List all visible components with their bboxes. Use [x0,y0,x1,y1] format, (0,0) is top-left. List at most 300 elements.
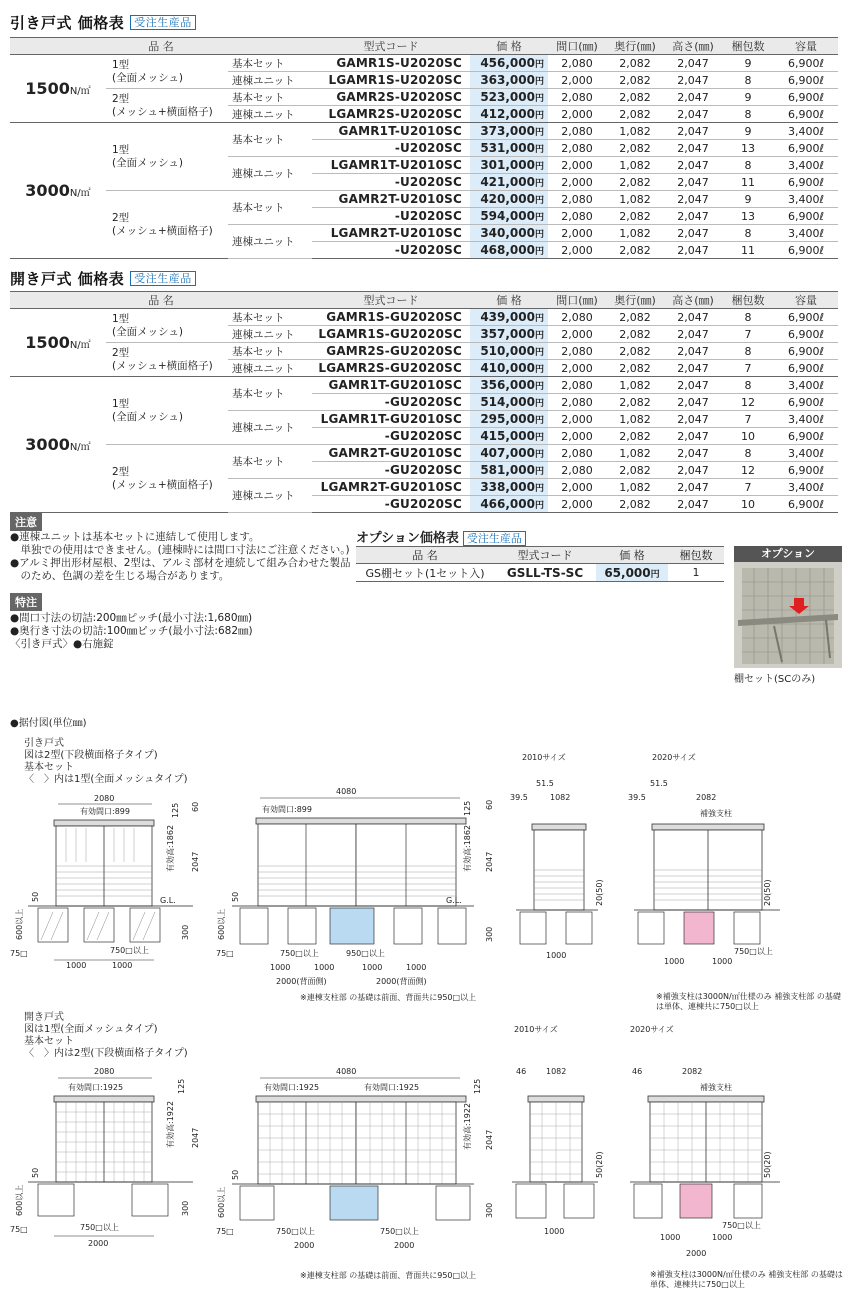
model-code: -GU2020SC [312,428,470,445]
dim-125: 125 [463,800,472,816]
depth-mm: 1,082 [606,445,664,462]
dim-600: 600以上 [217,908,226,940]
caution-text: ●連棟ユニットは基本セットに連結して使用します。 単独での使用はできません。(連棟時には間口寸法にご注意ください。) ●アルミ押出形材屋根、2型は、アルミ部材を連続して組み合わせた製品 のため、色調の差を生じる場合があります。 [10,531,351,582]
table-row [10,89,838,106]
capacity: 3,400ℓ [774,445,838,462]
column-header: 価 格 [470,38,548,55]
height-mm: 2,047 [664,377,722,394]
sliding-2020-side-drawing [620,776,820,966]
width-mm: 2,080 [548,462,606,479]
dim-brace: 補強支柱 [700,1083,732,1092]
capacity: 3,400ℓ [774,479,838,496]
product-type: 1型 (全面メッシュ) [106,55,228,89]
option-price-table: 品 名 型式コード 価 格 梱包数 GS棚セット(1セット入) GSLL-TS-SC 65,000円 1 [356,546,724,582]
depth-mm: 1,082 [606,225,664,242]
price: 301,000円 [470,157,548,174]
depth-mm: 2,082 [606,140,664,157]
pack-count: 12 [722,462,774,479]
pack-count: 9 [722,55,774,72]
model-code: LGAMR1S-U2020SC [312,72,470,89]
depth-mm: 2,082 [606,208,664,225]
pack-count: 7 [722,360,774,377]
dim-125: 125 [171,802,180,818]
model-code: LGAMR1T-U2010SC [312,157,470,174]
column-header: 奥行(㎜) [606,292,664,309]
capacity: 6,900ℓ [774,55,838,72]
pack-count: 8 [722,225,774,242]
dim-300: 300 [485,1202,494,1218]
load-capacity: 3000N/㎡ [10,377,106,513]
dim-750: 750□以上 [380,1227,419,1236]
hinged-price-table [10,291,838,513]
price: 373,000円 [470,123,548,140]
dim-600: 600以上 [217,1186,226,1218]
load-capacity: 1500N/㎡ [10,309,106,377]
foot-note-950: ※連棟支柱部 の基礎は前面、背面共に950□以上 [300,993,477,1002]
height-mm: 2,047 [664,242,722,259]
pack-count: 8 [722,309,774,326]
depth-mm: 1,082 [606,479,664,496]
capacity: 6,900ℓ [774,462,838,479]
dim-600: 600以上 [15,908,24,940]
dim-2080: 2080 [94,1067,115,1076]
price: 510,000円 [470,343,548,360]
price: 340,000円 [470,225,548,242]
pack-count: 10 [722,428,774,445]
special-order-label: 特注 [10,593,42,611]
capacity: 3,400ℓ [774,157,838,174]
set-type: 連棟ユニット [228,479,312,513]
price: 456,000円 [470,55,548,72]
model-code: -GU2020SC [312,496,470,513]
dim-2080: 2080 [94,794,115,803]
price: 468,000円 [470,242,548,259]
product-type: 2型 (メッシュ+横面格子) [106,445,228,513]
height-mm: 2,047 [664,428,722,445]
model-code: GAMR2S-U2020SC [312,89,470,106]
width-mm: 2,000 [548,496,606,513]
height-mm: 2,047 [664,89,722,106]
set-type: 連棟ユニット [228,326,312,343]
pack-count: 8 [722,106,774,123]
option-caption: 棚セット(SCのみ) [734,674,816,685]
height-mm: 2,047 [664,445,722,462]
table-row [10,123,838,140]
pack-count: 8 [722,157,774,174]
dim-300: 300 [485,926,494,942]
column-header: 型式コード [312,292,470,309]
price: 523,000円 [470,89,548,106]
set-type: 連棟ユニット [228,157,312,191]
model-code: LGAMR1T-GU2010SC [312,411,470,428]
dim-1000: 1000 [544,1227,565,1236]
hinged-connected-drawing [214,1064,504,1296]
column-header: 品 名 [10,292,312,309]
hinged-brace-note: ※補強支柱は3000N/㎡仕様のみ 補強支柱部 の基礎は単体、連棟共に750□以上 [650,1270,843,1289]
dim-750: 750□以上 [110,946,149,955]
table-row [10,191,838,208]
dim-2047: 2047 [191,851,200,872]
set-type: 連棟ユニット [228,360,312,377]
product-type: 2型 (メッシュ+横面格子) [106,89,228,123]
dim-39-5: 39.5 [628,793,646,802]
depth-mm: 1,082 [606,411,664,428]
shelf-photo [734,562,842,668]
depth-mm: 2,082 [606,360,664,377]
dim-4080: 4080 [336,1067,357,1076]
pack-count: 11 [722,242,774,259]
width-mm: 2,080 [548,394,606,411]
height-mm: 2,047 [664,394,722,411]
column-header: 容量 [774,38,838,55]
capacity: 6,900ℓ [774,89,838,106]
option-pack-count: 1 [668,564,724,582]
dim-eff-height: 有効高:1922 [463,1102,472,1150]
dim-2047: 2047 [191,1127,200,1148]
dim-1082: 1082 [550,793,571,802]
pack-count: 8 [722,377,774,394]
set-type: 基本セット [228,123,312,157]
depth-mm: 1,082 [606,377,664,394]
depth-mm: 1,082 [606,123,664,140]
depth-mm: 2,082 [606,242,664,259]
width-mm: 2,000 [548,360,606,377]
table-row [10,377,838,394]
width-mm: 2,000 [548,326,606,343]
dim-1000: 1000 [362,963,383,972]
capacity: 6,900ℓ [774,496,838,513]
size-2010-label: 2010サイズ [514,1025,558,1034]
dim-750: 750□以上 [280,949,319,958]
dim-51-5: 51.5 [650,779,668,788]
price: 594,000円 [470,208,548,225]
pack-count: 7 [722,411,774,428]
width-mm: 2,000 [548,157,606,174]
table-row [10,445,838,462]
dim-50-20: 50(20) [763,1151,772,1178]
depth-mm: 2,082 [606,343,664,360]
dim-60: 60 [191,801,200,812]
width-mm: 2,080 [548,445,606,462]
set-type: 基本セット [228,343,312,360]
hinged-title: 開き戸式 価格表 受注生産品 [10,268,196,289]
price: 421,000円 [470,174,548,191]
table-row [10,309,838,326]
dim-eff-1925: 有効間口:1925 [264,1083,320,1092]
capacity: 3,400ℓ [774,411,838,428]
model-code: LGAMR1S-GU2020SC [312,326,470,343]
set-type: 基本セット [228,445,312,479]
model-code: LGAMR2T-U2010SC [312,225,470,242]
pack-count: 7 [722,326,774,343]
price: 581,000円 [470,462,548,479]
width-mm: 2,080 [548,191,606,208]
column-header: 価 格 [470,292,548,309]
height-mm: 2,047 [664,411,722,428]
dim-1000: 1000 [664,957,685,966]
height-mm: 2,047 [664,343,722,360]
dim-750: 750□以上 [734,947,773,956]
capacity: 3,400ℓ [774,123,838,140]
set-type: 連棟ユニット [228,225,312,259]
option-code: GSLL-TS-SC [494,564,596,582]
depth-mm: 2,082 [606,309,664,326]
dim-back-2000: 2000(背面側) [276,977,327,986]
dim-50-20: 50(20) [595,1151,604,1178]
hinged-2020-side-drawing [620,1060,820,1266]
height-mm: 2,047 [664,140,722,157]
dim-50: 50 [231,891,240,902]
capacity: 6,900ℓ [774,208,838,225]
height-mm: 2,047 [664,157,722,174]
height-mm: 2,047 [664,496,722,513]
dim-300: 300 [181,924,190,940]
dim-2047: 2047 [485,1129,494,1150]
column-header: 型式コード [312,38,470,55]
height-mm: 2,047 [664,208,722,225]
width-mm: 2,000 [548,242,606,259]
price: 412,000円 [470,106,548,123]
capacity: 6,900ℓ [774,106,838,123]
dim-50: 50 [31,1167,40,1178]
pack-count: 11 [722,174,774,191]
product-type: 2型 (メッシュ+横面格子) [106,191,228,259]
option-name: GS棚セット(1セット入) [356,564,494,582]
depth-mm: 1,082 [606,191,664,208]
sliding-title: 引き戸式 価格表 受注生産品 [10,12,196,33]
dim-20-50: 20(50) [595,879,604,906]
price: 338,000円 [470,479,548,496]
model-code: GAMR2S-GU2020SC [312,343,470,360]
depth-mm: 2,082 [606,106,664,123]
price: 363,000円 [470,72,548,89]
product-type: 1型 (全面メッシュ) [106,377,228,445]
width-mm: 2,080 [548,377,606,394]
capacity: 6,900ℓ [774,242,838,259]
depth-mm: 2,082 [606,462,664,479]
set-type: 連棟ユニット [228,72,312,89]
dim-750: 750□以上 [80,1223,119,1232]
width-mm: 2,000 [548,72,606,89]
dim-300: 300 [181,1200,190,1216]
width-mm: 2,080 [548,55,606,72]
made-to-order-badge: 受注生産品 [463,531,526,546]
model-code: LGAMR2T-GU2010SC [312,479,470,496]
sliding-drawing-label: 引き戸式 図は2型(下段横面格子タイプ) 基本セット 〈 〉内は1型(全面メッシュタイプ) [24,738,188,785]
model-code: -GU2020SC [312,462,470,479]
dim-1000: 1000 [270,963,291,972]
capacity: 6,900ℓ [774,343,838,360]
dim-46: 46 [516,1067,527,1076]
dim-brace: 補強支柱 [700,809,732,818]
depth-mm: 2,082 [606,174,664,191]
dim-eff-1925: 有効間口:1925 [364,1083,420,1092]
price: 466,000円 [470,496,548,513]
dim-eff-899: 有効間口:899 [262,805,312,814]
pack-count: 7 [722,479,774,496]
dim-2000: 2000 [294,1241,315,1250]
pack-count: 13 [722,208,774,225]
dim-eff-height: 有効高:1862 [463,824,472,872]
capacity: 6,900ℓ [774,326,838,343]
dim-2000: 2000 [686,1249,707,1258]
height-mm: 2,047 [664,106,722,123]
column-header: 高さ(㎜) [664,38,722,55]
column-header: 梱包数 [722,292,774,309]
set-type: 連棟ユニット [228,106,312,123]
product-type: 2型 (メッシュ+横面格子) [106,343,228,377]
model-code: GAMR2T-U2010SC [312,191,470,208]
capacity: 6,900ℓ [774,428,838,445]
set-type: 基本セット [228,191,312,225]
price: 407,000円 [470,445,548,462]
height-mm: 2,047 [664,326,722,343]
height-mm: 2,047 [664,225,722,242]
capacity: 3,400ℓ [774,377,838,394]
price: 420,000円 [470,191,548,208]
width-mm: 2,080 [548,309,606,326]
column-header: 間口(㎜) [548,292,606,309]
set-type: 基本セット [228,89,312,106]
dim-1000: 1000 [712,957,733,966]
height-mm: 2,047 [664,174,722,191]
sliding-connected-drawing [214,784,504,1016]
sliding-brace-note: ※補強支柱は3000N/㎡仕様のみ 補強支柱部 の基礎は単体、連棟共に750□以上 [656,992,841,1011]
dim-75: 75□ [10,1225,28,1234]
dim-50: 50 [31,891,40,902]
column-header: 品 名 [10,38,312,55]
capacity: 3,400ℓ [774,191,838,208]
set-type: 連棟ユニット [228,411,312,445]
dim-750: 750□以上 [722,1221,761,1230]
column-header: 高さ(㎜) [664,292,722,309]
made-to-order-badge: 受注生産品 [130,15,196,30]
price: 356,000円 [470,377,548,394]
set-type: 基本セット [228,309,312,326]
dim-eff-1925: 有効間口:1925 [68,1083,124,1092]
dim-2000: 2000 [394,1241,415,1250]
width-mm: 2,080 [548,140,606,157]
pack-count: 12 [722,394,774,411]
dim-39-5: 39.5 [510,793,528,802]
dim-46: 46 [632,1067,643,1076]
dim-51-5: 51.5 [536,779,554,788]
pack-count: 8 [722,72,774,89]
price: 415,000円 [470,428,548,445]
dim-600: 600以上 [15,1184,24,1216]
depth-mm: 2,082 [606,55,664,72]
depth-mm: 2,082 [606,326,664,343]
model-code: -GU2020SC [312,394,470,411]
width-mm: 2,000 [548,479,606,496]
load-capacity: 3000N/㎡ [10,123,106,259]
option-title: オプション価格表 受注生産品 [356,527,526,546]
capacity: 6,900ℓ [774,309,838,326]
model-code: -U2020SC [312,208,470,225]
capacity: 6,900ℓ [774,360,838,377]
dim-75: 75□ [216,949,234,958]
column-header: 間口(㎜) [548,38,606,55]
sliding-2010-side-drawing [506,776,606,966]
set-type: 基本セット [228,377,312,411]
width-mm: 2,080 [548,343,606,360]
hinged-drawing-label: 開き戸式 図は1型(全面メッシュタイプ) 基本セット 〈 〉内は2型(下段横面格子タイプ) [24,1012,188,1059]
dim-back-2000: 2000(背面側) [376,977,427,986]
width-mm: 2,000 [548,411,606,428]
size-2020-label: 2020サイズ [652,753,696,762]
model-code: -U2020SC [312,140,470,157]
dim-eff-height: 有効高:1862 [166,824,175,872]
pack-count: 13 [722,140,774,157]
table-row [10,55,838,72]
price: 531,000円 [470,140,548,157]
load-capacity: 1500N/㎡ [10,55,106,123]
width-mm: 2,080 [548,123,606,140]
width-mm: 2,000 [548,174,606,191]
dim-1000: 1000 [660,1233,681,1242]
depth-mm: 1,082 [606,157,664,174]
made-to-order-badge: 受注生産品 [130,271,196,286]
dim-gl: G.L. [446,896,462,905]
width-mm: 2,000 [548,106,606,123]
price: 439,000円 [470,309,548,326]
dim-2000: 2000 [88,1239,109,1248]
capacity: 6,900ℓ [774,72,838,89]
dim-2047: 2047 [485,851,494,872]
set-type: 基本セット [228,55,312,72]
depth-mm: 2,082 [606,496,664,513]
model-code: -U2020SC [312,174,470,191]
dim-125: 125 [177,1078,186,1094]
pack-count: 9 [722,191,774,208]
dim-125: 125 [473,1078,482,1094]
height-mm: 2,047 [664,123,722,140]
pack-count: 8 [722,445,774,462]
dim-eff-899: 有効間口:899 [80,807,130,816]
product-type: 1型 (全面メッシュ) [106,309,228,343]
dim-1000: 1000 [406,963,427,972]
capacity: 6,900ℓ [774,174,838,191]
dim-20-50: 20(50) [763,879,772,906]
size-2010-label: 2010サイズ [522,753,566,762]
dim-950: 950□以上 [346,949,385,958]
price: 295,000円 [470,411,548,428]
price: 514,000円 [470,394,548,411]
drawing-heading: ●据付図(単位㎜) [10,718,87,729]
special-order-text: ●間口寸法の切詰:200㎜ピッチ(最小寸法:1,680㎜) ●奥行き寸法の切詰:100㎜ピッチ(最小寸法:682㎜) 〈引き戸式〉●右施錠 [10,612,253,650]
width-mm: 2,080 [548,89,606,106]
column-header: 容量 [774,292,838,309]
price: 357,000円 [470,326,548,343]
dim-1000: 1000 [112,961,133,970]
model-code: GAMR1T-U2010SC [312,123,470,140]
height-mm: 2,047 [664,55,722,72]
depth-mm: 2,082 [606,428,664,445]
dim-75: 75□ [10,949,28,958]
model-code: LGAMR2S-GU2020SC [312,360,470,377]
pack-count: 10 [722,496,774,513]
dim-1000: 1000 [314,963,335,972]
option-price: 65,000円 [596,564,668,582]
size-2020-label: 2020サイズ [630,1025,674,1034]
depth-mm: 2,082 [606,89,664,106]
height-mm: 2,047 [664,360,722,377]
capacity: 6,900ℓ [774,394,838,411]
height-mm: 2,047 [664,309,722,326]
dim-4080: 4080 [336,787,357,796]
dim-1000: 1000 [712,1233,733,1242]
model-code: GAMR2T-GU2010SC [312,445,470,462]
